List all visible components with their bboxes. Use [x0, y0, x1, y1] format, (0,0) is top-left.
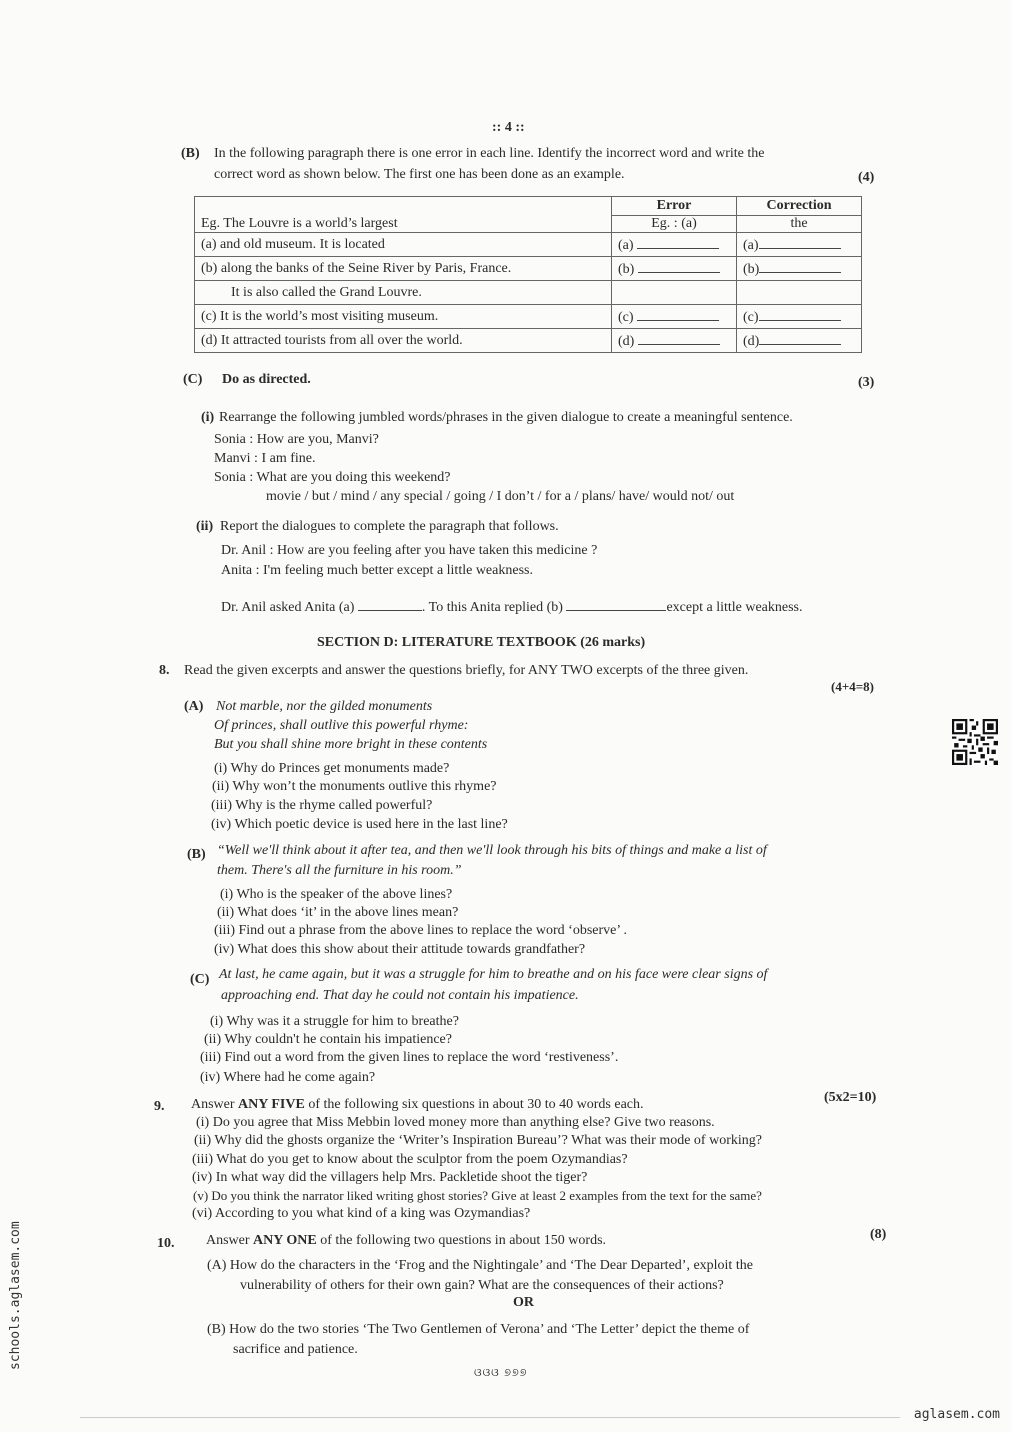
table-cell-text: Eg. The Louvre is a world’s largest: [195, 197, 612, 233]
table-cell-text: (b) along the banks of the Seine River by Paris, France.: [195, 257, 612, 281]
table-cell-text: It is also called the Grand Louvre.: [195, 281, 612, 305]
q-c-ii-text: Report the dialogues to complete the paragraph that follows.: [220, 519, 559, 534]
footer-divider: [80, 1417, 900, 1418]
poem-line: Of princes, shall outlive this powerful rhyme:: [214, 718, 469, 733]
q10-number: 10.: [157, 1236, 175, 1251]
q-c-i-label: (i): [201, 410, 215, 425]
table-cell-error: [612, 281, 737, 305]
table-cell-correction: [737, 281, 862, 305]
essay-question: vulnerability of others for their own gain? What are the consequences of their actions?: [240, 1278, 724, 1293]
sub-question: (i) Who is the speaker of the above lines?: [220, 887, 453, 902]
dialogue-line: Sonia : How are you, Manvi?: [214, 432, 379, 447]
essay-question: (B) How do the two stories ‘The Two Gentlemen of Verona’ and ‘The Letter’ depict the theme of: [207, 1322, 750, 1337]
sub-question: (iii) Find out a phrase from the above lines to replace the word ‘observe’ .: [214, 923, 627, 938]
essay-question: (A) How do the characters in the ‘Frog and the Nightingale’ and ‘The Dear Departed’, exploit the: [207, 1258, 753, 1273]
error-correction-table: [194, 196, 862, 353]
table-cell-error: (a): [612, 233, 737, 257]
dialogue-line: Manvi : I am fine.: [214, 451, 316, 466]
table-cell-error: (c): [612, 305, 737, 329]
q-c-i-text: Rearrange the following jumbled words/phrases in the given dialogue to create a meaningful sentence.: [219, 410, 793, 425]
sub-question: (iv) In what way did the villagers help Mrs. Packletide shoot the tiger?: [192, 1170, 588, 1185]
sub-question: (vi) According to you what kind of a king was Ozymandias?: [192, 1206, 531, 1221]
sub-question: (iv) Which poetic device is used here in the last line?: [211, 817, 508, 832]
dialogue-line: Sonia : What are you doing this weekend?: [214, 470, 451, 485]
side-watermark: schools.aglasem.com: [8, 1221, 23, 1370]
sub-question: (iii) What do you get to know about the sculptor from the poem Ozymandias?: [192, 1152, 628, 1167]
q9-number: 9.: [154, 1099, 165, 1114]
table-cell-error: Eg. : (a): [612, 216, 737, 233]
q-c-marks: (3): [858, 375, 875, 390]
table-cell-correction: (d): [737, 329, 862, 353]
excerpt-line: “Well we'll think about it after tea, and then we'll look through his bits of things and make a list of: [217, 843, 767, 858]
table-cell-text: (a) and old museum. It is located: [195, 233, 612, 257]
sub-question: (iv) What does this show about their attitude towards grandfather?: [214, 942, 586, 957]
q9-marks: (5x2=10): [824, 1090, 877, 1105]
table-cell-correction: (b): [737, 257, 862, 281]
sub-question: (ii) Why couldn't he contain his impatience?: [204, 1032, 452, 1047]
q8-marks: (4+4=8): [831, 679, 874, 694]
q8-b-label: (B): [187, 847, 206, 862]
sub-question: (ii) Why did the ghosts organize the ‘Writer’s Inspiration Bureau’? What was their mode of working?: [194, 1133, 762, 1148]
report-line: Anita : I'm feeling much better except a little weakness.: [221, 563, 533, 578]
table-cell-correction: (c): [737, 305, 862, 329]
q8-text: Read the given excerpts and answer the questions briefly, for ANY TWO excerpts of the three given.: [184, 663, 749, 678]
essay-question: sacrifice and patience.: [233, 1342, 358, 1357]
sub-question: (i) Why do Princes get monuments made?: [214, 761, 450, 776]
poem-line: Not marble, nor the gilded monuments: [216, 699, 433, 714]
sub-question: (iii) Find out a word from the given lines to replace the word ‘restiveness’.: [200, 1050, 619, 1065]
q-b-instruction-2: correct word as shown below. The first one has been done as an example.: [214, 167, 625, 182]
column-header-error: Error: [612, 197, 737, 216]
end-mark: ଓଓଓ ୭୭୭: [474, 1366, 528, 1379]
q-c-title: Do as directed.: [222, 372, 311, 387]
q10-marks: (8): [870, 1227, 887, 1242]
table-cell-correction: the: [737, 216, 862, 233]
q8-number: 8.: [159, 663, 170, 678]
q-b-instruction-1: In the following paragraph there is one error in each line. Identify the incorrect word and write the: [214, 146, 765, 161]
footer-site: aglasem.com: [913, 1407, 1000, 1422]
sub-question: (v) Do you think the narrator liked writing ghost stories? Give at least 2 examples from the text for the same?: [193, 1188, 762, 1203]
table-row: [195, 281, 862, 305]
table-cell-correction: (a): [737, 233, 862, 257]
q8-a-label: (A): [184, 699, 204, 714]
report-line: Dr. Anil : How are you feeling after you have taken this medicine ?: [221, 543, 598, 558]
section-d-heading: SECTION D: LITERATURE TEXTBOOK (26 marks): [317, 635, 646, 650]
q10-text: Answer ANY ONE of the following two questions in about 150 words.: [206, 1233, 607, 1248]
or-separator: OR: [513, 1295, 534, 1310]
table-row: [195, 305, 862, 329]
sub-question: (i) Do you agree that Miss Mebbin loved money more than anything else? Give two reasons.: [196, 1115, 715, 1130]
table-cell-text: (c) It is the world’s most visiting museum.: [195, 305, 612, 329]
sub-question: (iii) Why is the rhyme called powerful?: [211, 798, 433, 813]
q-c-ii-label: (ii): [196, 519, 214, 534]
excerpt-line: them. There's all the furniture in his room.”: [217, 863, 462, 878]
table-row: [195, 257, 862, 281]
table-row: [195, 233, 862, 257]
qr-code-icon: [952, 719, 998, 765]
sub-question: (i) Why was it a struggle for him to breathe?: [210, 1014, 459, 1029]
sub-question: (ii) What does ‘it’ in the above lines mean?: [217, 905, 459, 920]
q-b-label: (B): [181, 146, 200, 161]
table-cell-error: (d): [612, 329, 737, 353]
q9-text: Answer ANY FIVE of the following six questions in about 30 to 40 words each.: [191, 1097, 644, 1112]
fill-in-line: Dr. Anil asked Anita (a) . To this Anita replied (b) except a little weakness.: [221, 600, 803, 615]
excerpt-line: approaching end. That day he could not contain his impatience.: [221, 988, 579, 1003]
q8-c-label: (C): [190, 972, 210, 987]
excerpt-line: At last, he came again, but it was a struggle for him to breathe and on his face were clear signs of: [219, 967, 768, 982]
table-row: [195, 329, 862, 353]
table-cell-error: (b): [612, 257, 737, 281]
q-c-label: (C): [183, 372, 203, 387]
sub-question: (iv) Where had he come again?: [200, 1070, 376, 1085]
page-number: :: 4 ::: [492, 120, 525, 135]
table-row: [195, 197, 862, 216]
column-header-correction: Correction: [737, 197, 862, 216]
table-cell-text: (d) It attracted tourists from all over the world.: [195, 329, 612, 353]
jumbled-words: movie / but / mind / any special / going / I don’t / for a / plans/ have/ would not/ out: [266, 489, 735, 504]
q-b-marks: (4): [858, 170, 875, 185]
poem-line: But you shall shine more bright in these contents: [214, 737, 488, 752]
sub-question: (ii) Why won’t the monuments outlive this rhyme?: [212, 779, 497, 794]
